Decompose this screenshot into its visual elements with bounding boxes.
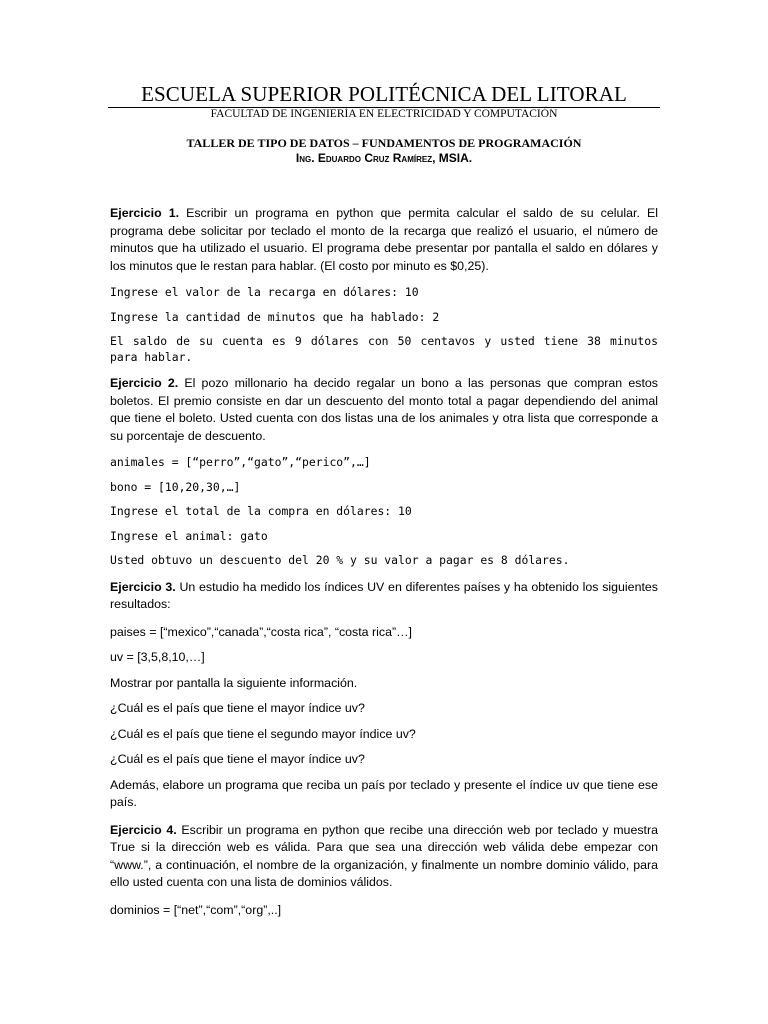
exercise-2-label: Ejercicio 2.	[110, 376, 179, 390]
exercise-3-instruction: Mostrar por pantalla la siguiente información.	[110, 675, 358, 690]
exercise-4-domains-list: dominios = [“net”,“com”,“org”,..]	[110, 902, 282, 917]
exercise-4-label: Ejercicio 4.	[110, 822, 177, 837]
exercise-2-code-3: Ingrese el total de la compra en dólares: 10	[110, 504, 412, 518]
exercise-3-statement	[110, 579, 658, 614]
exercise-3-extra: Además, elabore un programa que reciba un país por teclado y presente el índice uv que tiene ese país.	[110, 777, 658, 809]
document-body	[110, 205, 665, 929]
exercise-3-question-2: ¿Cuál es el país que tiene el segundo mayor índice uv?	[110, 726, 416, 741]
exercise-2-text: El pozo millonario ha decido regalar un bono a las personas que compran estos boletos. El premio consiste en dar un descuento del monto total a pagar dependiendo del animal que tiene el boleto. Usted cuenta con dos listas una de los animales y otra lista que corresponde a su porcentaje de descuento.	[110, 376, 658, 443]
exercise-2-statement	[110, 375, 658, 445]
exercise-3-text: Un estudio ha medido los índices UV en diferentes países y ha obtenido los siguientes resultados:	[110, 579, 658, 611]
exercise-1-code-1: Ingrese el valor de la recarga en dólares: 10	[110, 285, 419, 299]
teacher-name: Ing. Eduardo Cruz Ramírez, MSIA.	[295, 151, 473, 165]
course-title: TALLER DE TIPO DE DATOS – FUNDAMENTOS DE PROGRAMACIÓN	[186, 136, 582, 150]
exercise-2-code-4: Ingrese el animal: gato	[110, 528, 268, 543]
exercise-2-code-1: animales = [“perro”,“gato”,“perico”,…]	[110, 455, 371, 469]
exercise-2-code-5: Usted obtuvo un descuento del 20 % y su valor a pagar es 8 dólares.	[110, 553, 570, 567]
exercise-3-countries-list: paises = [“mexico”,“canada”,“costa rica”, “costa rica”…]	[110, 624, 412, 639]
exercise-1-code-3: El saldo de su cuenta es 9 dólares con 50 centavos y usted tiene 38 minutos para hablar.	[110, 334, 665, 364]
exercise-3-question-1: ¿Cuál es el país que tiene el mayor índice uv?	[110, 701, 365, 715]
exercise-4-text: Escribir un programa en python que recibe una dirección web por teclado y muestra True si la dirección web es válida. Para que sea una dirección web válida debe empezar con “www.”, a continuación, el nombre de la organización, y finalmente un nombre dominio válido, para ello usted cuenta con una lista de dominios válidos.	[110, 822, 658, 889]
exercise-3-question-3: ¿Cuál es el país que tiene el mayor índice uv?	[110, 752, 365, 766]
exercise-3-label: Ejercicio 3.	[110, 579, 176, 594]
exercise-1-code-2: Ingrese la cantidad de minutos que ha hablado: 2	[110, 309, 440, 324]
exercise-1-text: Escribir un programa en python que permita calcular el saldo de su celular. El programa debe solicitar por teclado el monto de la recarga que realizó el usuario, el número de minutos que ha utilizado el usuario. El programa debe presentar por pantalla el saldo en dólares y los minutos que le restan para hablar. (El costo por minuto es $0,25).	[110, 206, 658, 273]
exercise-1-statement	[110, 205, 658, 275]
school-title: ESCUELA SUPERIOR POLITÉCNICA DEL LITORAL	[141, 82, 627, 106]
exercise-2-code-2: bono = [10,20,30,…]	[110, 479, 241, 494]
exercise-1-label: Ejercicio 1.	[110, 206, 180, 220]
faculty-subtitle: FACULTAD DE INGENIERÍA EN ELECTRICIDAD Y COMPUTACIÓN	[210, 108, 558, 120]
exercise-3-uv-list: uv = [3,5,8,10,…]	[110, 650, 205, 664]
exercise-4-statement	[110, 822, 658, 892]
